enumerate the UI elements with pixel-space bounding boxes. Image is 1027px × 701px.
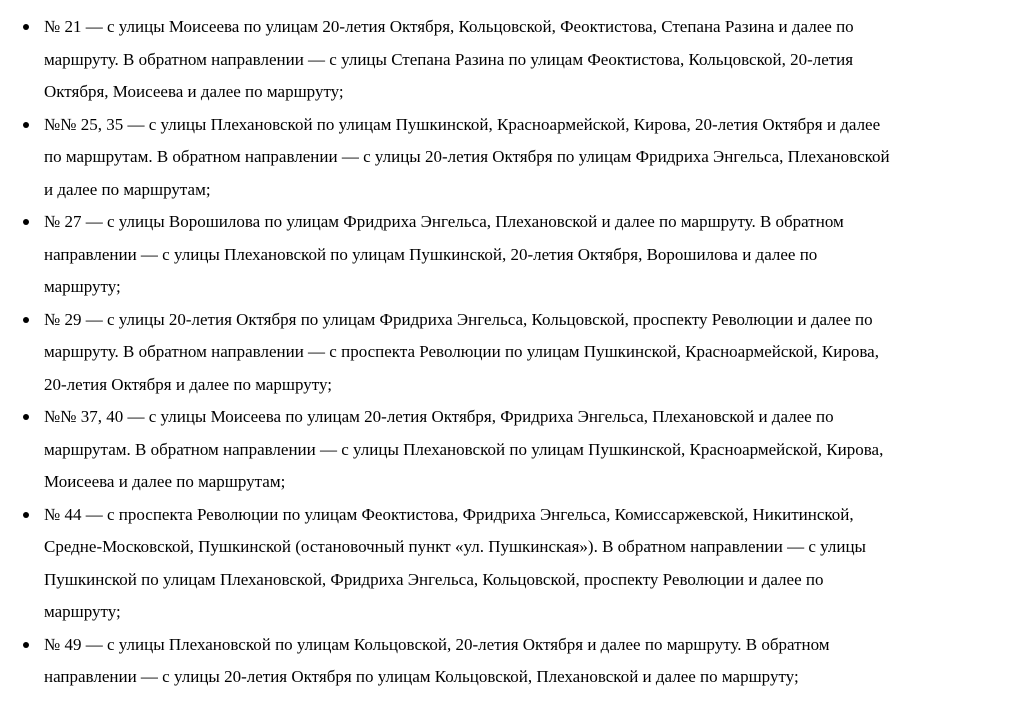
route-text bbox=[44, 629, 944, 694]
route-line: маршрутам. В обратном направлении — с улицы Плехановской по улицам Пушкинской, Красноармейской, Кирова, bbox=[44, 439, 884, 459]
route-item-44 bbox=[0, 499, 944, 629]
route-line: маршруту. В обратном направлении — с проспекта Революции по улицам Пушкинской, Красноармейской, Кирова, bbox=[44, 342, 879, 361]
route-line: № 44 — с проспекта Революции по улицам Феоктистова, Фридриха Энгельса, Комиссаржевской, Никитинской, bbox=[44, 504, 854, 524]
route-line: Октября, Моисеева и далее по маршруту; bbox=[44, 82, 344, 101]
route-item-27 bbox=[0, 206, 944, 304]
route-list bbox=[0, 11, 1027, 694]
route-text bbox=[44, 206, 944, 304]
route-line: и далее по маршрутам; bbox=[44, 179, 211, 199]
route-line: №№ 37, 40 — с улицы Моисеева по улицам 20-летия Октября, Фридриха Энгельса, Плехановской и далее по bbox=[44, 407, 834, 426]
route-item-37-40 bbox=[0, 401, 944, 499]
route-line: по маршрутам. В обратном направлении — с улицы 20-летия Октября по улицам Фридриха Энгельса, Плехановской bbox=[44, 147, 890, 166]
route-text bbox=[44, 109, 944, 207]
route-line: 20-летия Октября и далее по маршруту; bbox=[44, 374, 332, 394]
route-line: № 27 — с улицы Ворошилова по улицам Фридриха Энгельса, Плехановской и далее по маршруту. В обратном bbox=[44, 212, 844, 231]
route-line: Средне-Московской, Пушкинской (остановочный пункт «ул. Пушкинская»). В обратном направлении — с улицы bbox=[44, 537, 866, 556]
route-text bbox=[44, 304, 944, 402]
route-line: маршруту. В обратном направлении — с улицы Степана Разина по улицам Феоктистова, Кольцовской, 20-летия bbox=[44, 49, 854, 69]
route-text bbox=[44, 499, 944, 629]
route-line: Моисеева и далее по маршрутам; bbox=[44, 472, 286, 491]
route-line: № 29 — с улицы 20-летия Октября по улицам Фридриха Энгельса, Кольцовской, проспекту Революции и далее по bbox=[44, 309, 873, 329]
route-line: маршруту; bbox=[44, 277, 121, 296]
route-line: №№ 25, 35 — с улицы Плехановской по улицам Пушкинской, Красноармейской, Кирова, 20-летия Октября и далее bbox=[44, 114, 881, 134]
route-line: направлении — с улицы 20-летия Октября по улицам Кольцовской, Плехановской и далее по маршруту; bbox=[44, 667, 799, 686]
route-line: Пушкинской по улицам Плехановской, Фридриха Энгельса, Кольцовской, проспекту Революции и далее по bbox=[44, 569, 824, 589]
route-item-49 bbox=[0, 629, 944, 694]
route-item-25-35 bbox=[0, 109, 944, 207]
route-line: маршруту; bbox=[44, 602, 121, 621]
route-text bbox=[44, 11, 944, 109]
route-text bbox=[44, 401, 944, 499]
route-line: направлении — с улицы Плехановской по улицам Пушкинской, 20-летия Октября, Ворошилова и далее по bbox=[44, 244, 818, 264]
route-line: № 21 — с улицы Моисеева по улицам 20-летия Октября, Кольцовской, Феоктистова, Степана Разина и далее по bbox=[44, 17, 854, 36]
route-item-29 bbox=[0, 304, 944, 402]
route-item-21 bbox=[0, 11, 944, 109]
route-line: № 49 — с улицы Плехановской по улицам Кольцовской, 20-летия Октября и далее по маршруту. В обратном bbox=[44, 634, 830, 654]
